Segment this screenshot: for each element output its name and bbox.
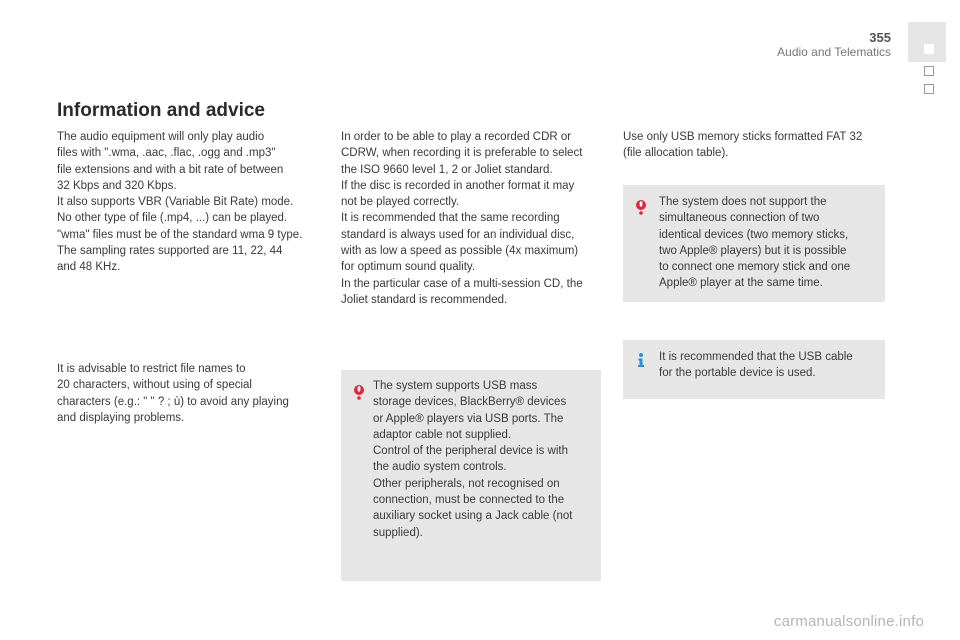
text-line: It also supports VBR (Variable Bit Rate) mode.	[57, 196, 294, 209]
text-line: not be played correctly.	[341, 196, 460, 209]
watermark: carmanualsonline.info	[773, 613, 924, 630]
text-line: It is advisable to restrict file names to	[57, 363, 246, 375]
text-line: two Apple® players) but it is possible	[659, 244, 847, 257]
tab-marker-active	[924, 44, 934, 54]
text-line: standard is always used for an individual disc,	[341, 228, 575, 241]
section-title: Audio and Telematics	[777, 45, 891, 59]
text-line: the ISO 9660 level 1, 2 or Joliet standard.	[341, 163, 553, 176]
column1-paragraph1	[57, 129, 327, 276]
text-line: 20 characters, without using of special	[57, 379, 252, 392]
text-line: adaptor cable not supplied.	[373, 428, 512, 441]
text-line: or Apple® players via USB ports. The	[373, 412, 564, 425]
text-line: characters (e.g.: " " ? ; ù) to avoid any playing	[57, 395, 289, 408]
text-line: connection, must be connected to the	[373, 494, 565, 507]
text-line: Apple® player at the same time.	[659, 277, 823, 290]
text-line: (file allocation table).	[623, 147, 729, 160]
text-line: In the particular case of a multi-session CD, the	[341, 277, 583, 290]
text-line: file extensions and with a bit rate of between	[57, 163, 284, 176]
column3-paragraph1	[623, 129, 893, 162]
text-line: and displaying problems.	[57, 411, 185, 424]
tab-marker	[924, 66, 934, 76]
page-number: 355	[869, 30, 891, 45]
text-line: 32 Kbps and 320 Kbps.	[57, 179, 177, 192]
simultaneous-connection-note-text	[659, 194, 881, 292]
warning-icon	[633, 199, 649, 215]
text-line: simultaneous connection of two	[659, 212, 820, 225]
chapter-tab-background	[908, 22, 946, 62]
usb-support-note	[341, 370, 601, 581]
text-line: No other type of file (.mp4, ...) can be played.	[57, 212, 288, 225]
usb-cable-note	[623, 340, 885, 399]
column1-paragraph2	[57, 361, 327, 426]
text-line: for optimum sound quality.	[341, 261, 476, 274]
info-icon	[633, 352, 649, 368]
text-line: In order to be able to play a recorded CDR or	[341, 131, 572, 143]
text-line: storage devices, BlackBerry® devices	[373, 396, 567, 409]
column2-paragraph1	[341, 129, 611, 308]
text-line: The system supports USB mass	[373, 380, 538, 392]
text-line: auxiliary socket using a Jack cable (not	[373, 510, 573, 523]
usb-support-note-text	[373, 378, 595, 541]
text-line: Other peripherals, not recognised on	[373, 477, 560, 490]
text-line: The sampling rates supported are 11, 22, 44	[57, 245, 283, 258]
text-line: to connect one memory stick and one	[659, 261, 851, 274]
text-line: for the portable device is used.	[659, 367, 816, 380]
text-line: The audio equipment will only play audio	[57, 131, 265, 143]
text-line: Joliet standard is recommended.	[341, 293, 508, 306]
text-line: It is recommended that the same recording	[341, 212, 560, 225]
text-line: files with ".wma, .aac, .flac, .ogg and .mp3"	[57, 147, 276, 160]
text-line: If the disc is recorded in another format it may	[341, 179, 575, 192]
warning-icon	[351, 384, 367, 400]
usb-cable-note-text	[659, 349, 881, 382]
text-line: CDRW, when recording it is preferable to select	[341, 147, 583, 160]
text-line: the audio system controls.	[373, 461, 507, 474]
text-line: and 48 KHz.	[57, 261, 121, 274]
tab-marker	[924, 84, 934, 94]
simultaneous-connection-note	[623, 185, 885, 302]
text-line: It is recommended that the USB cable	[659, 351, 853, 363]
text-line: The system does not support the	[659, 196, 827, 208]
text-line: identical devices (two memory sticks,	[659, 228, 849, 241]
text-line: "wma" files must be of the standard wma 9 type.	[57, 228, 303, 241]
page-title: Information and advice	[57, 100, 265, 121]
text-line: supplied).	[373, 526, 423, 539]
text-line: with as low a speed as possible (4x maximum)	[341, 245, 579, 258]
text-line: Use only USB memory sticks formatted FAT 32	[623, 131, 863, 143]
text-line: Control of the peripheral device is with	[373, 445, 568, 458]
